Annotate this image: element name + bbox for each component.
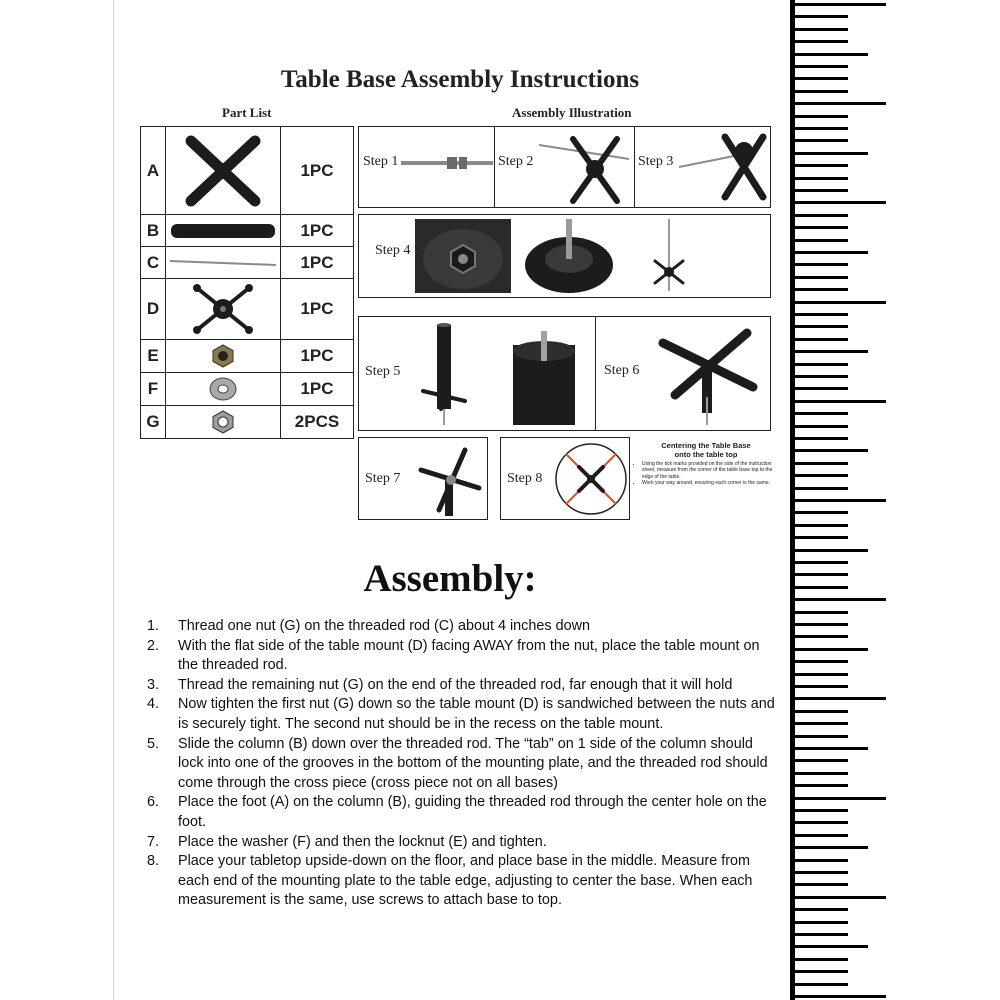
washer-locknut-icon	[415, 442, 485, 518]
ruler-tick	[790, 896, 886, 899]
ruler-tick	[790, 214, 848, 217]
ruler-tick	[790, 3, 886, 6]
nut-on-rod-icon	[679, 131, 769, 205]
steps-1-3-panel	[358, 126, 771, 208]
hex-nut-icon	[166, 406, 281, 439]
ruler-tick	[790, 747, 868, 750]
ruler-tick	[790, 189, 848, 192]
part-qty: 1PC	[281, 340, 354, 373]
ruler-tick	[790, 387, 848, 390]
ruler-tick	[790, 375, 848, 378]
ruler-tick	[790, 301, 886, 304]
ruler-tick	[790, 772, 848, 775]
locknut-icon	[166, 340, 281, 373]
ruler-tick	[790, 40, 848, 43]
ruler-tick	[790, 325, 848, 328]
ruler-tick	[790, 201, 886, 204]
part-row-b	[141, 215, 354, 247]
part-letter: B	[141, 215, 166, 247]
ruler-tick	[790, 412, 848, 415]
ruler-tick	[790, 834, 848, 837]
centering-diagram-icon	[553, 441, 629, 517]
part-qty: 1PC	[281, 247, 354, 279]
assembly-step	[147, 695, 777, 734]
step-text: With the flat side of the table mount (D) facing AWAY from the nut, place the table mount on the threaded rod.	[178, 637, 760, 674]
ruler-tick	[790, 883, 848, 886]
part-list-heading: Part List	[222, 105, 272, 120]
step-number: 8.	[147, 853, 160, 870]
assembly-illustration-heading: Assembly Illustration	[512, 105, 632, 120]
column-tube-icon	[166, 215, 281, 247]
ruler-tick	[790, 177, 848, 180]
assembly-step	[147, 735, 777, 794]
ruler-tick	[790, 970, 848, 973]
ruler-tick	[790, 276, 848, 279]
step-text: Place the foot (A) on the column (B), guiding the threaded rod through the center hole on the foot.	[178, 794, 767, 830]
ruler-tick	[790, 797, 886, 800]
cross-foot-icon	[166, 127, 281, 215]
ruler-tick	[790, 821, 848, 824]
step-2-label: Step 2	[498, 154, 534, 169]
part-letter: E	[141, 340, 166, 373]
ruler-tick	[790, 611, 848, 614]
ruler-tick	[790, 164, 848, 167]
assembly-heading: Assembly:	[363, 557, 537, 600]
ruler-tick	[790, 425, 848, 428]
ruler-tick	[790, 586, 848, 589]
assembly-step	[147, 617, 777, 637]
ruler-tick	[790, 623, 848, 626]
step-text: Place the washer (F) and then the locknut (E) and tighten.	[178, 833, 547, 850]
centering-bullets	[636, 461, 776, 487]
part-qty: 1PC	[281, 279, 354, 340]
ruler-tick	[790, 139, 848, 142]
part-letter: C	[141, 247, 166, 279]
ruler-tick	[790, 784, 848, 787]
ruler-tick	[790, 437, 848, 440]
ruler-tick	[790, 263, 848, 266]
part-list-table	[140, 126, 354, 439]
ruler-tick	[790, 871, 848, 874]
ruler-tick	[790, 288, 848, 291]
centering-title-line-1: Centering the Table Base	[661, 441, 751, 450]
step-7-label: Step 7	[365, 471, 401, 486]
ruler-tick	[790, 660, 848, 663]
step-text: Slide the column (B) down over the threaded rod. The “tab” on 1 side of the column should lock into one of the grooves in the bottom of the mounting plate, and the threaded rod should come through the cross piece (cross piece not on all bases)	[178, 735, 768, 791]
step-number: 2.	[147, 637, 160, 654]
ruler-tick	[790, 462, 848, 465]
step-6-label: Step 6	[604, 363, 640, 378]
ruler-tick	[790, 673, 848, 676]
ruler-tick	[790, 251, 868, 254]
ruler-tick	[790, 549, 868, 552]
ruler-tick	[790, 449, 868, 452]
step-text: Thread the remaining nut (G) on the end of the threaded rod, far enough that it will hold	[178, 676, 733, 693]
part-letter: D	[141, 279, 166, 340]
ruler-tick	[790, 598, 886, 601]
ruler-tick	[790, 710, 848, 713]
part-row-c	[141, 247, 354, 279]
ruler-tick	[790, 958, 848, 961]
part-row-g	[141, 406, 354, 439]
ruler-tick	[790, 65, 848, 68]
ruler-tick	[790, 487, 848, 490]
assembly-step	[147, 637, 777, 676]
centering-bullet: • Work your way around, ensuring each corner is the same.	[642, 480, 776, 486]
ruler-tick	[790, 77, 848, 80]
ruler-tick	[790, 313, 848, 316]
step-8-panel	[500, 437, 630, 520]
step-number: 4.	[147, 696, 160, 713]
table-mount-icon	[166, 279, 281, 340]
table-mount-on-rod-icon	[539, 131, 633, 205]
step-4-panel	[358, 214, 771, 298]
assembly-step	[147, 833, 777, 853]
steps-5-6-panel	[358, 316, 771, 431]
part-letter: F	[141, 373, 166, 406]
part-qty: 1PC	[281, 373, 354, 406]
page-title: Table Base Assembly Instructions	[280, 66, 640, 93]
centering-bullet: • Using the tick marks provided on the side of the instruction sheet, measure from the corner of the table base top to the edge of the table.	[642, 461, 776, 480]
ruler-tick	[790, 983, 848, 986]
ruler-tick	[790, 363, 848, 366]
ruler-tick	[790, 809, 848, 812]
part-row-d	[141, 279, 354, 340]
ruler-tick	[790, 945, 868, 948]
step-number: 1.	[147, 618, 160, 634]
washer-icon	[166, 373, 281, 406]
part-qty: 1PC	[281, 215, 354, 247]
centering-note	[636, 441, 776, 487]
step-text: Now tighten the first nut (G) down so the table mount (D) is sandwiched between the nuts and is securely tight. The second nut should be in the recess on the table mount.	[178, 696, 775, 732]
step-7-panel	[358, 437, 488, 520]
part-letter: G	[141, 406, 166, 439]
step-text: Thread one nut (G) on the threaded rod (C) about 4 inches down	[178, 618, 590, 634]
ruler-tick	[790, 735, 848, 738]
ruler-tick	[790, 759, 848, 762]
ruler-tick	[790, 697, 886, 700]
ruler-tick	[790, 933, 848, 936]
threaded-rod-icon	[166, 247, 281, 279]
ruler-tick	[790, 499, 886, 502]
part-qty: 1PC	[281, 127, 354, 215]
measuring-ruler	[790, 0, 1000, 1000]
ruler-tick	[790, 648, 868, 651]
ruler-tick	[790, 846, 868, 849]
foot-on-column-icon	[649, 323, 767, 427]
ruler-tick	[790, 15, 848, 18]
step-4-label: Step 4	[375, 243, 411, 258]
step-text: Place your tabletop upside-down on the floor, and place base in the middle. Measure from each end of the mounting plate to the table edge, adjusting to center the base. When each measurement is the same, use screws to attach base to top.	[178, 853, 753, 909]
part-letter: A	[141, 127, 166, 215]
assembly-step	[147, 852, 777, 911]
ruler-tick	[790, 524, 848, 527]
step-5-label: Step 5	[365, 364, 401, 379]
step-number: 3.	[147, 676, 160, 693]
ruler-tick	[790, 474, 848, 477]
part-row-e	[141, 340, 354, 373]
ruler-tick	[790, 102, 886, 105]
assembly-step	[147, 676, 777, 696]
ruler-tick	[790, 90, 848, 93]
ruler-tick	[790, 53, 868, 56]
ruler-tick	[790, 635, 848, 638]
part-row-f	[141, 373, 354, 406]
ruler-tick	[790, 28, 848, 31]
ruler-tick	[790, 226, 848, 229]
threaded-rod-icon	[401, 155, 493, 171]
ruler-tick	[790, 152, 868, 155]
step-3-label: Step 3	[638, 154, 674, 169]
ruler-tick	[790, 921, 848, 924]
ruler-tick	[790, 239, 848, 242]
ruler-tick	[790, 908, 848, 911]
ruler-tick	[790, 350, 868, 353]
step-number: 5.	[147, 735, 160, 752]
ruler-tick	[790, 859, 848, 862]
ruler-tick	[790, 995, 886, 998]
ruler-tick	[790, 536, 848, 539]
column-on-mount-icon	[417, 321, 471, 427]
part-qty: 2PCS	[281, 406, 354, 439]
step-8-label: Step 8	[507, 471, 543, 486]
mount-closeup-photo	[519, 217, 619, 295]
ruler-tick	[790, 400, 886, 403]
mount-assembled-icon	[639, 219, 699, 293]
step-number: 6.	[147, 794, 160, 811]
ruler-tick	[790, 685, 848, 688]
ruler-tick	[790, 561, 848, 564]
assembly-steps-list	[147, 617, 777, 911]
ruler-tick	[790, 511, 848, 514]
ruler-tick	[790, 573, 848, 576]
part-row-a	[141, 127, 354, 215]
ruler-tick	[790, 115, 848, 118]
ruler-tick	[790, 338, 848, 341]
ruler-tick	[790, 722, 848, 725]
assembly-step	[147, 793, 777, 832]
ruler-tick	[790, 127, 848, 130]
centering-title-line-2: onto the table top	[674, 450, 738, 459]
page-edge	[113, 0, 114, 1000]
nut-closeup-photo	[415, 219, 511, 293]
step-number: 7.	[147, 833, 160, 850]
step-1-label: Step 1	[363, 154, 399, 169]
column-closeup-photo	[503, 331, 585, 427]
